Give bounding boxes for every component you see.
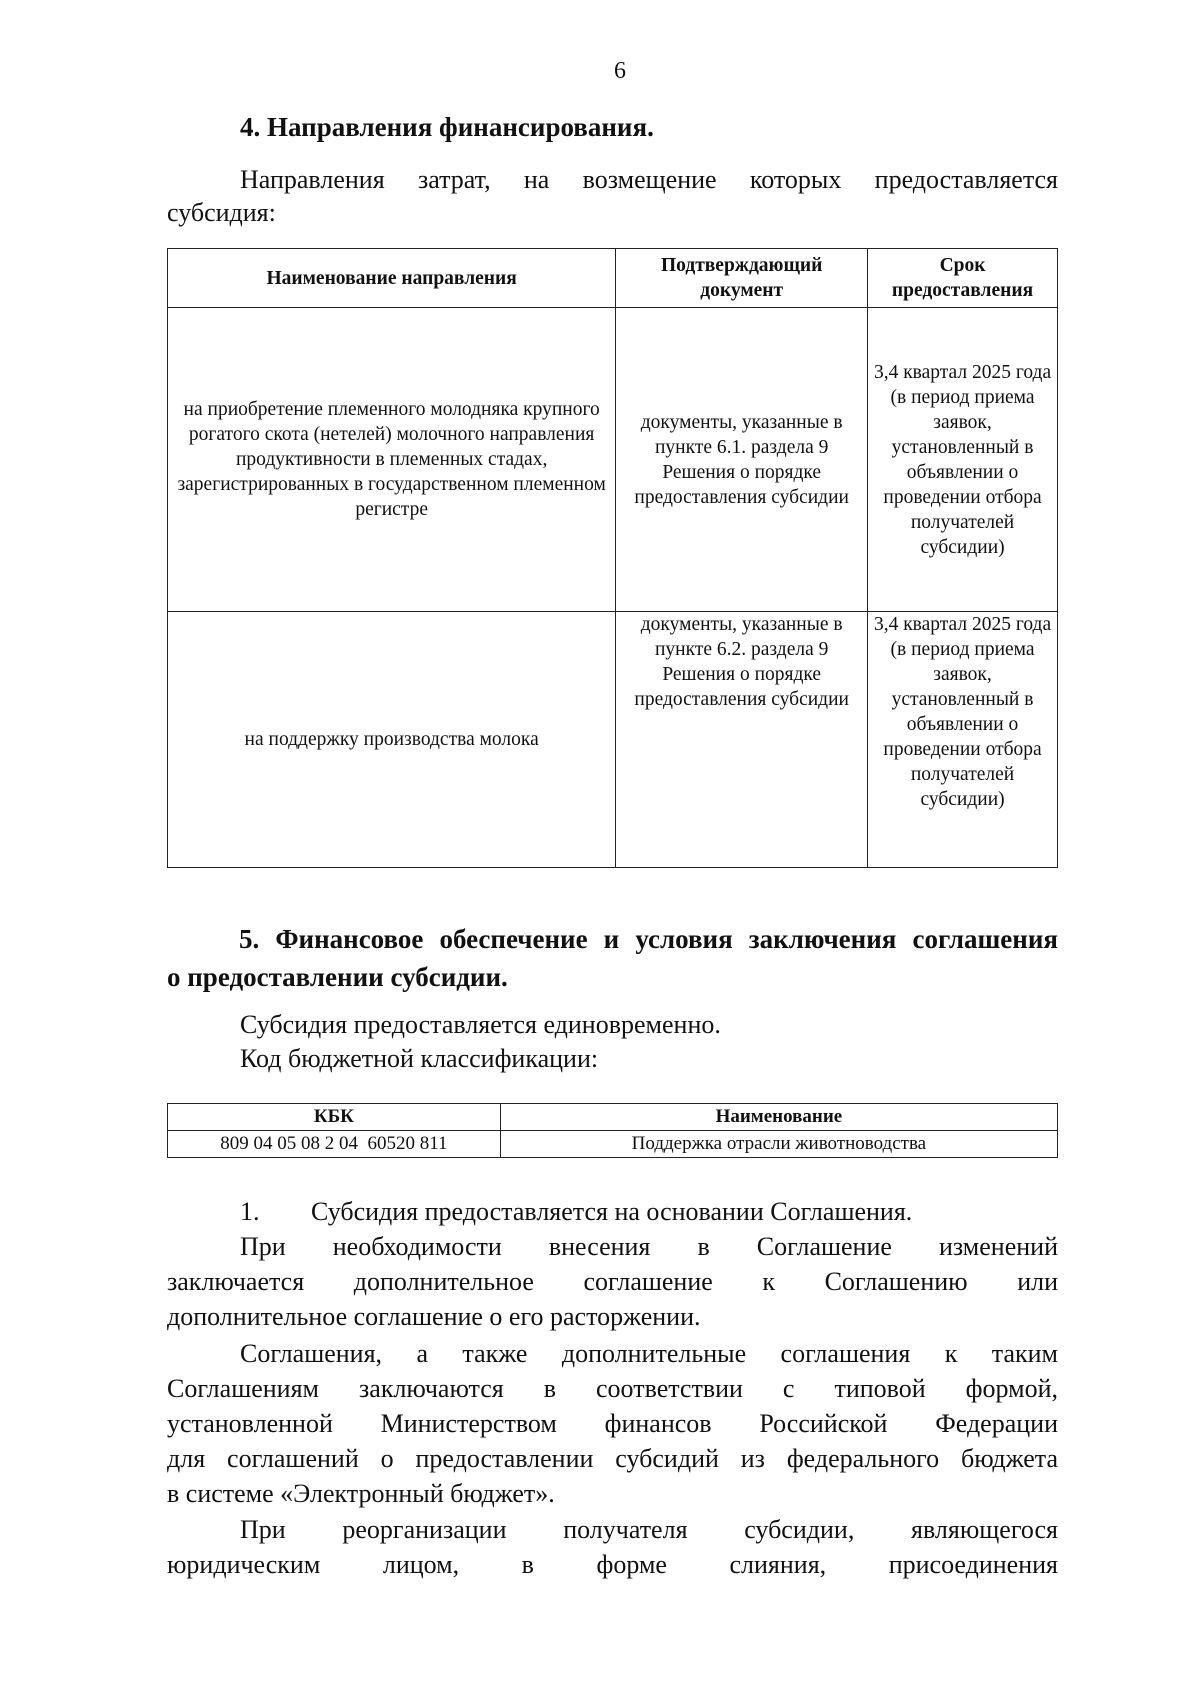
direction-name-cell: на поддержку производства молока (168, 612, 616, 868)
table-row (168, 612, 1058, 868)
direction-name-cell: на приобретение племенного молодняка крупного рогатого скота (нетелей) молочного направления продуктивности в племенных стадах, зарегистрированных в государственном племенном регистре (168, 308, 616, 612)
table-row (168, 308, 1058, 612)
term-cell: 3,4 квартал 2025 года (в период приема заявок, установленный в объявлении о проведении отбора получателей субсидии) (868, 308, 1058, 612)
page-number: 6 (614, 58, 626, 84)
paragraph-4-line1: При реорганизации получателя субсидии, являющегося (240, 1515, 1058, 1544)
paragraph-2-line2: заключается дополнительное соглашение к Соглашению или (167, 1267, 1058, 1296)
kbk-code-cell: 809 04 05 08 2 04 60520 811 (168, 1131, 501, 1158)
kbk-name-cell: Поддержка отрасли животноводства (500, 1131, 1057, 1158)
document-cell: документы, указанные в пункте 6.2. раздела 9 Решения о порядке предоставления субсидии (616, 612, 868, 868)
paragraph-2-line1: При необходимости внесения в Соглашение изменений (240, 1232, 1058, 1261)
term-cell: 3,4 квартал 2025 года (в период приема заявок, установленный в объявлении о проведении отбора получателей субсидии) (868, 612, 1058, 868)
section-4-intro-line2: субсидия: (167, 198, 276, 227)
directions-table-header-row (168, 249, 1058, 308)
paragraph-4-line2: юридическим лицом, в форме слияния, присоединения (167, 1550, 1058, 1579)
kbk-table-header-row (168, 1104, 1058, 1131)
header-confirming-document: Подтверждающий документ (616, 249, 868, 308)
header-kbk: КБК (168, 1104, 501, 1131)
table-row (168, 1131, 1058, 1158)
section-4-intro-line1: Направления затрат, на возмещение которых предоставляется (240, 165, 1058, 194)
kbk-label: Код бюджетной классификации: (240, 1044, 599, 1073)
kbk-table (167, 1103, 1058, 1158)
header-direction-name: Наименование направления (168, 249, 616, 308)
header-provision-term: Срок предоставления (868, 249, 1058, 308)
paragraph-3-line4: для соглашений о предоставлении субсидий из федерального бюджета (167, 1444, 1058, 1473)
item-1-number: 1. (240, 1197, 260, 1226)
paragraph-3-line5: в системе «Электронный бюджет». (167, 1479, 555, 1508)
document-cell: документы, указанные в пункте 6.1. раздела 9 Решения о порядке предоставления субсидии (616, 308, 868, 612)
directions-table (167, 248, 1058, 868)
item-1-text: Субсидия предоставляется на основании Соглашения. (311, 1197, 913, 1226)
paragraph-3-line2: Соглашениям заключаются в соответствии с типовой формой, (167, 1374, 1058, 1403)
section-5-title (167, 920, 1058, 996)
subsidy-once-text: Субсидия предоставляется единовременно. (240, 1010, 721, 1039)
section-4-title: 4. Направления финансирования. (240, 112, 654, 142)
section-5-title-line2: о предоставлении субсидии. (167, 962, 508, 992)
section-5-title-line1: 5. Финансовое обеспечение и условия заключения соглашения (239, 924, 1058, 954)
paragraph-3-line1: Соглашения, а также дополнительные соглашения к таким (240, 1339, 1058, 1368)
paragraph-3-line3: установленной Министерством финансов Российской Федерации (167, 1409, 1058, 1438)
paragraph-2-line3: дополнительное соглашение о его расторжении. (167, 1302, 701, 1331)
header-name: Наименование (500, 1104, 1057, 1131)
